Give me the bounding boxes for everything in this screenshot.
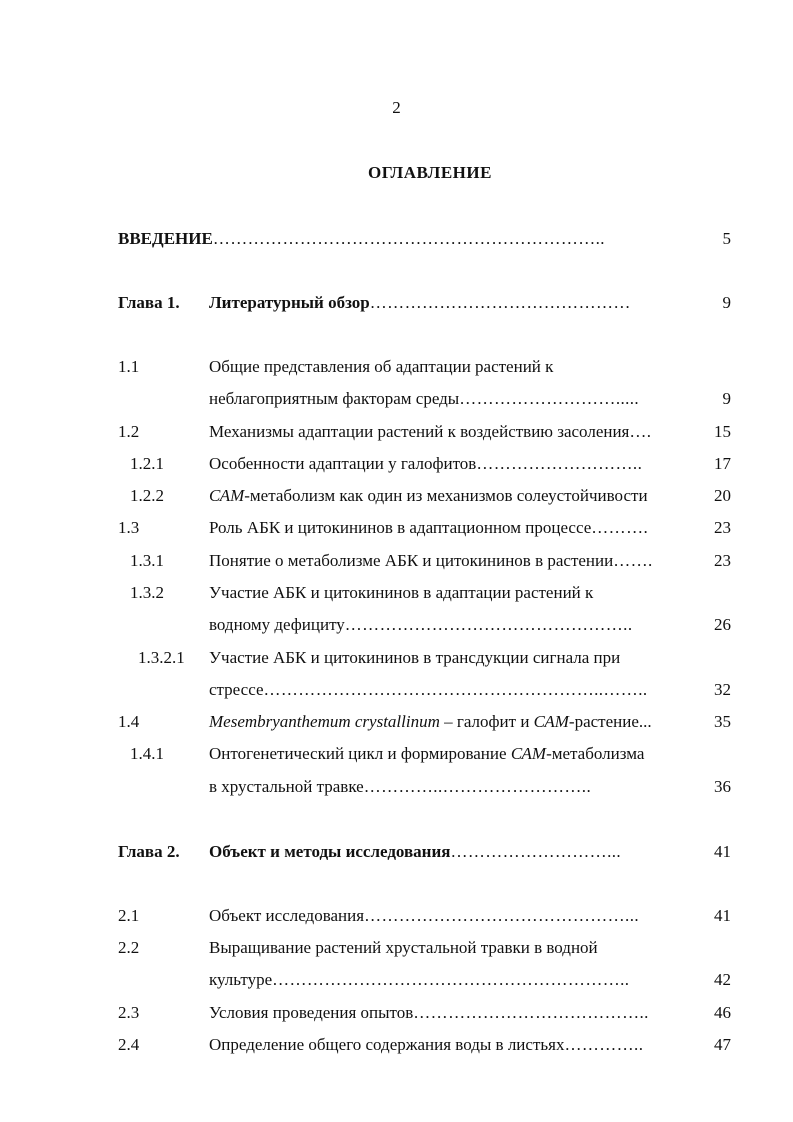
entry-page: 9 [722, 389, 731, 408]
entry-page: 9 [722, 293, 731, 312]
entry-number: 2.3 [118, 1003, 140, 1022]
toc-entry-1-4-1-cont[interactable] [0, 775, 793, 799]
entry-number: Глава 1. [118, 293, 180, 312]
toc-entry-2-4[interactable] [0, 1033, 793, 1057]
entry-page: 5 [722, 229, 731, 248]
toc-entry-1-2-1[interactable] [0, 452, 793, 476]
entry-page: 35 [714, 712, 731, 731]
entry-number: 1.3 [118, 518, 140, 537]
entry-text-line2: неблагоприятным факторам среды………………………..... [209, 389, 640, 408]
entry-text: Литературный обзор……………………………………… [209, 293, 631, 312]
toc-entry-1-4-1[interactable] [0, 742, 793, 766]
entry-page: 23 [714, 551, 731, 570]
entry-page: 32 [714, 680, 731, 699]
entry-text: Объект и методы исследования………………………... [209, 842, 622, 861]
toc-entry-2-2[interactable] [0, 936, 793, 960]
entry-text-line2: стрессе…………………………………………………..…….. [209, 680, 648, 699]
toc-entry-chapter-2[interactable] [0, 840, 793, 864]
entry-page: 15 [714, 422, 731, 441]
entry-text: САМ-метаболизм как один из механизмов солеустойчивости [209, 486, 648, 505]
entry-text-line2: в хрустальной травке…………..…………………….. [209, 777, 592, 796]
entry-number: 1.1 [118, 357, 140, 376]
toc-entry-chapter-1[interactable] [0, 291, 793, 315]
entry-text: Определение общего содержания воды в листьях………….. [209, 1035, 644, 1054]
entry-text-line2: культуре…………………………………………………….. [209, 970, 630, 989]
entry-number: 1.3.2 [130, 583, 164, 602]
entry-number: 1.2 [118, 422, 140, 441]
entry-text-line2: водному дефициту………………………………………….. [209, 615, 633, 634]
entry-page: 46 [714, 1003, 731, 1022]
entry-page: 26 [714, 615, 731, 634]
page-number: 2 [392, 98, 401, 117]
entry-page: 20 [714, 486, 731, 505]
entry-text: Особенности адаптации у галофитов……………………….. [209, 454, 643, 473]
entry-text: Объект исследования………………………………………... [209, 906, 640, 925]
entry-text-line1: Выращивание растений хрустальной травки в водной [209, 938, 598, 957]
toc-entry-1-3[interactable] [0, 516, 793, 540]
toc-entry-1-4[interactable] [0, 710, 793, 734]
toc-entry-intro[interactable] [0, 227, 793, 251]
entry-number: 2.2 [118, 938, 140, 957]
entry-number: 1.3.1 [130, 551, 164, 570]
toc-entry-1-2[interactable] [0, 420, 793, 444]
entry-number: 2.4 [118, 1035, 140, 1054]
toc-entry-1-3-2-cont[interactable] [0, 613, 793, 637]
toc-entry-2-2-cont[interactable] [0, 968, 793, 992]
toc-entry-1-3-1[interactable] [0, 549, 793, 573]
entry-number: 1.2.2 [130, 486, 164, 505]
entry-number: 1.2.1 [130, 454, 164, 473]
entry-text: Роль АБК и цитокининов в адаптационном процессе………. [209, 518, 649, 537]
entry-text-line1: Общие представления об адаптации растений к [209, 357, 554, 376]
entry-number: 1.3.2.1 [138, 648, 185, 667]
toc-entry-1-3-2[interactable] [0, 581, 793, 605]
entry-text: Условия проведения опытов………………………………….. [209, 1003, 649, 1022]
entry-number: 1.4.1 [130, 744, 164, 763]
toc-entry-1-1[interactable] [0, 355, 793, 379]
entry-page: 41 [714, 906, 731, 925]
entry-text-line1: Участие АБК и цитокининов в трансдукции сигнала при [209, 648, 621, 667]
entry-number: Глава 2. [118, 842, 180, 861]
entry-text: ВВЕДЕНИЕ………………………………………………………….. [118, 229, 605, 248]
entry-text: Mesembryanthemum crystallinum – галофит и САМ-растение... [209, 712, 652, 731]
entry-page: 17 [714, 454, 731, 473]
toc-entry-2-1[interactable] [0, 904, 793, 928]
entry-text-line1: Участие АБК и цитокининов в адаптации растений к [209, 583, 594, 602]
toc-entry-1-3-2-1[interactable] [0, 646, 793, 670]
entry-text: Понятие о метаболизме АБК и цитокининов в растении……. [209, 551, 653, 570]
entry-page: 42 [714, 970, 731, 989]
toc-entry-1-3-2-1-cont[interactable] [0, 678, 793, 702]
entry-text: Механизмы адаптации растений к воздействию засоления…. [209, 422, 652, 441]
toc-entry-1-1-cont[interactable] [0, 387, 793, 411]
entry-text-line1: Онтогенетический цикл и формирование САМ-метаболизма [209, 744, 645, 763]
toc-title: ОГЛАВЛЕНИЕ [368, 163, 492, 182]
toc-entry-2-3[interactable] [0, 1001, 793, 1025]
entry-number: 2.1 [118, 906, 140, 925]
entry-page: 41 [714, 842, 731, 861]
toc-entry-1-2-2[interactable] [0, 484, 793, 508]
entry-number: 1.4 [118, 712, 140, 731]
entry-page: 23 [714, 518, 731, 537]
entry-page: 47 [714, 1035, 731, 1054]
entry-page: 36 [714, 777, 731, 796]
